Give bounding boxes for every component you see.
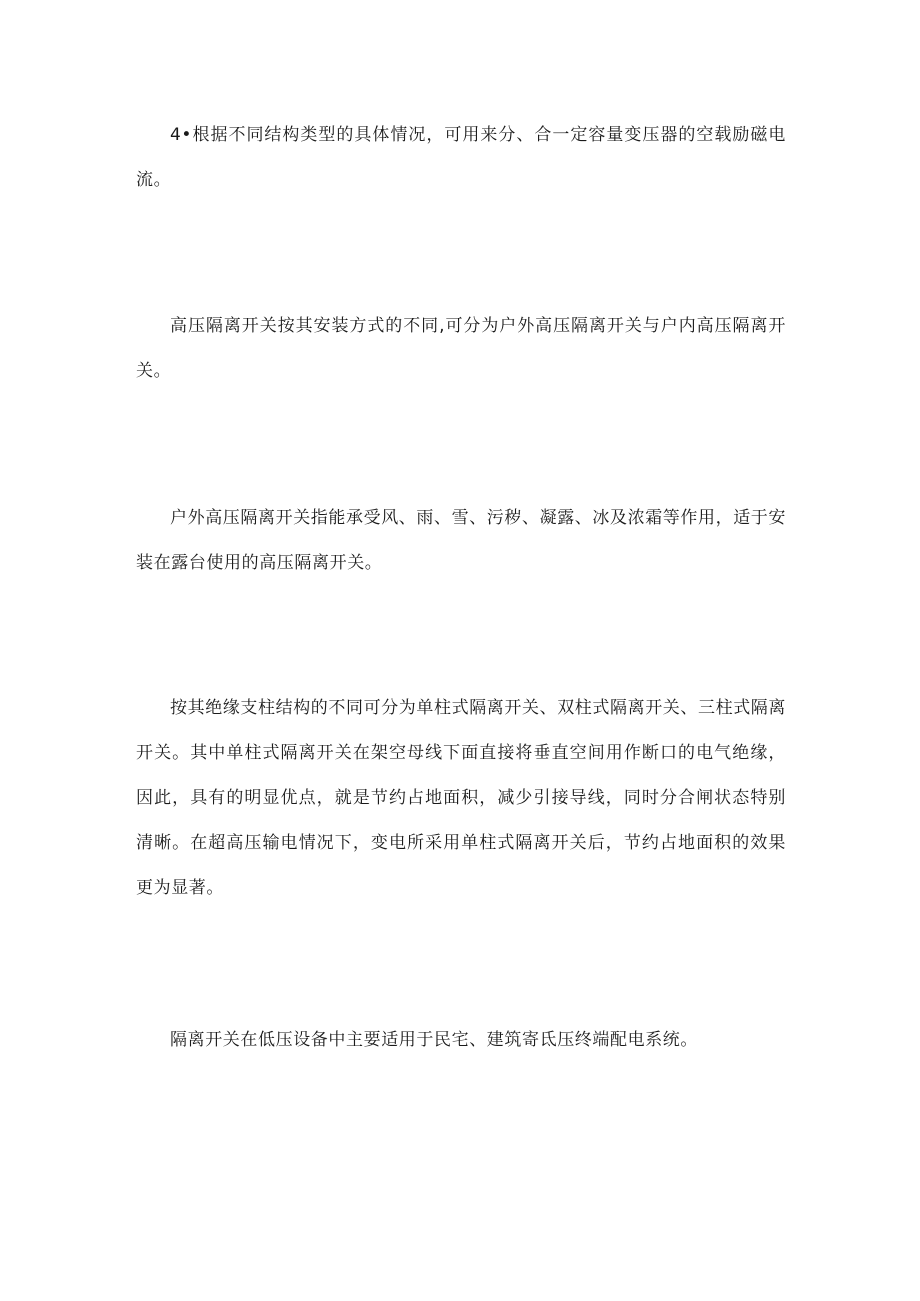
paragraph-installation-types: 高压隔离开关按其安装方式的不同,可分为户外高压隔离开关与户内高压隔离开关。 <box>136 316 786 381</box>
paragraph-load-current: 4•根据不同结构类型的具体情况，可用来分、合一定容量变压器的空载励磁电流。 <box>136 125 786 190</box>
paragraph-outdoor-switch: 户外高压隔离开关指能承受风、雨、雪、污秽、凝露、冰及浓霜等作用，适于安装在露台使用的高压隔离开关。 <box>136 508 786 573</box>
paragraph-low-voltage-use: 隔离开关在低压设备中主要适用于民宅、建筑寄氐压终端配电系统。 <box>170 1030 698 1050</box>
paragraph-insulator-structure: 按其绝缘支柱结构的不同可分为单柱式隔离开关、双柱式隔离开关、三柱式隔离开关。其中单柱式隔离开关在架空母线下面直接将垂直空间用作断口的电气绝缘，因此，具有的明显优点，就是节约占地面积，减少引接导线，同时分合闸状态特别清晰。在超高压输电情况下，变电所采用单柱式隔离开关后，节约占地面积的效果更为显著。 <box>136 698 786 898</box>
